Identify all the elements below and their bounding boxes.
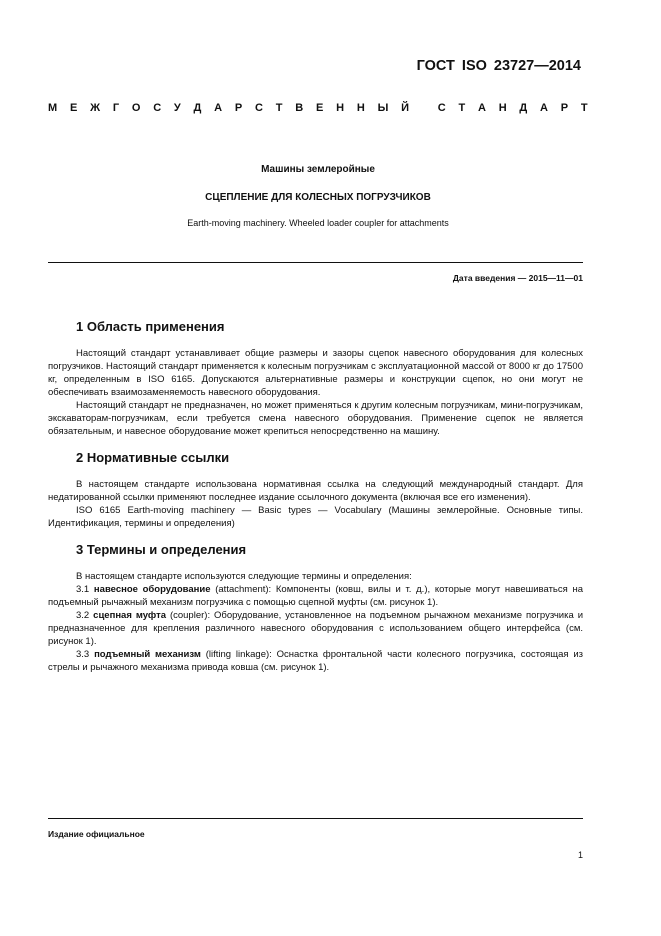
section-1-heading: 1 Область применения: [76, 319, 225, 334]
banner-letter: Д: [193, 102, 202, 114]
banner-letter: О: [131, 102, 141, 114]
term-name: сцепная муфта: [93, 610, 167, 621]
document-code: ГОСТ ISO 23727—2014: [416, 58, 581, 74]
banner-letter: А: [540, 102, 548, 114]
term-definition: (coupler): Оборудование, установленное на подъемном рычажном механизме погрузчика и предназначенное для крепления различного навесного оборудования с использованием общего интерфейса (см. рисунок 1).: [48, 610, 584, 647]
term-definition: (lifting linkage): Оснастка фронтальной части колесного погрузчика, состоящая из стрелы и рычажного механизма привода ковша (см. рисунок 1).: [48, 649, 584, 673]
banner-letter: М: [48, 102, 58, 114]
banner-letter: Р: [234, 102, 243, 114]
banner-letter: В: [295, 102, 304, 114]
edition-label: Издание официальное: [48, 829, 145, 839]
banner-letter: Е: [69, 102, 78, 114]
term-name: подъемный механизм: [94, 649, 201, 660]
header-divider: [48, 262, 583, 263]
term-definition: (attachment): Компоненты (ковш, вилы и т. д.), которые могут навешиваться на подъемный рычажный механизм погрузчика с помощью сцепной муфты (см. рисунок 1).: [48, 584, 583, 608]
banner-letter: С: [255, 102, 263, 114]
introduction-date: Дата введения — 2015—11—01: [452, 273, 583, 283]
term-3-2: [48, 609, 583, 648]
section-3-intro: В настоящем стандарте используются следующие термины и определения:: [76, 571, 412, 582]
title-line-2: СЦЕПЛЕНИЕ ДЛЯ КОЛЕСНЫХ ПОГРУЗЧИКОВ: [205, 192, 431, 203]
section-2-heading: 2 Нормативные ссылки: [76, 450, 230, 465]
document-body: [48, 320, 583, 674]
banner-letter: Ы: [377, 102, 389, 114]
footer-divider: [48, 818, 583, 819]
title-english: Earth-moving machinery. Wheeled loader coupler for attachments: [187, 218, 449, 228]
banner-letter: Н: [336, 102, 345, 114]
banner-letter: Т: [458, 102, 466, 114]
section-2-paragraph-2: ISO 6165 Earth-moving machinery — Basic types — Vocabulary (Машины землеройные. Основные типы. Идентификация, термины и определения): [48, 505, 583, 529]
section-1-paragraph-1: Настоящий стандарт устанавливает общие размеры и зазоры сцепок навесного оборудования для колесных погрузчиков. Настоящий стандарт применяется к колесным погрузчикам с эксплуатационной массой от 8000 кг до 17500 кг, определенным в ISO 6165. Допускаются альтернативные размеры и конструкции сцепок, но они могут не обеспечивать взаимозаменяемость навесного оборудования.: [48, 348, 583, 398]
banner-letter: Е: [316, 102, 324, 114]
banner-letter: [422, 102, 425, 114]
page-number: 1: [577, 850, 583, 860]
section-3-heading: 3 Термины и определения: [76, 542, 247, 557]
term-number: 3.3: [76, 649, 90, 660]
term-name: навесное оборудование: [93, 584, 211, 595]
banner-letter: Р: [560, 102, 569, 114]
banner-letter: С: [153, 102, 162, 114]
banner-letter: Й: [401, 102, 410, 114]
banner-letter: Г: [112, 102, 120, 114]
banner-letter: У: [173, 102, 181, 114]
banner-letter: Т: [275, 102, 283, 114]
banner-letter: Ж: [90, 102, 101, 114]
section-2-paragraph-1: В настоящем стандарте использована нормативная ссылка на следующий международный стандарт. Для недатированной ссылки применяют последнее издание ссылочного документа (включая все его изменения).: [48, 479, 583, 503]
banner-letter: Т: [580, 102, 588, 114]
term-number: 3.1: [76, 584, 90, 595]
term-3-3: [48, 648, 583, 674]
banner-letter: С: [437, 102, 446, 114]
title-line-1: Машины землеройные: [261, 164, 375, 175]
term-3-1: [48, 583, 583, 609]
section-1-paragraph-2: Настоящий стандарт не предназначен, но может применяться к другим колесным погрузчикам, мини-погрузчикам, экскаваторам-погрузчикам, если требуется смена навесного оборудования. Применение сцепок не является обязательным, и навесное оборудование может крепиться непосредственно на машину.: [48, 400, 583, 437]
banner-letter: А: [477, 102, 486, 114]
standard-banner: [48, 102, 588, 114]
banner-letter: А: [214, 102, 223, 114]
banner-letter: Д: [519, 102, 528, 114]
banner-letter: Н: [498, 102, 507, 114]
banner-letter: Н: [356, 102, 365, 114]
term-number: 3.2: [76, 610, 90, 621]
